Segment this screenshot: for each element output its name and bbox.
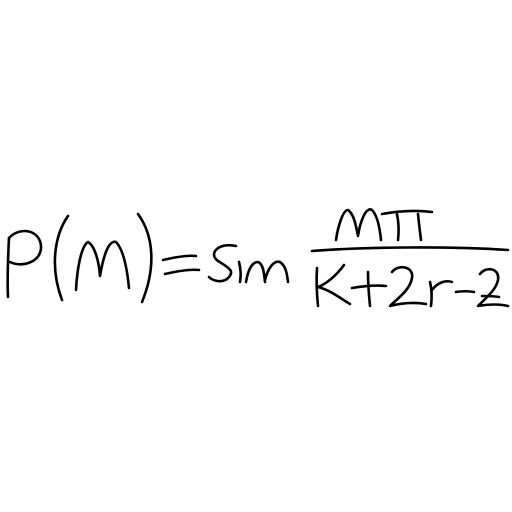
fraction-bar [312,247,508,251]
right-paren [138,214,151,302]
denominator [317,265,508,306]
numerator [336,209,432,240]
equals-sign [163,256,199,274]
symbol-p [8,231,41,297]
symbol-sin [209,245,288,282]
left-paren [55,216,68,300]
symbol-m [76,242,129,290]
